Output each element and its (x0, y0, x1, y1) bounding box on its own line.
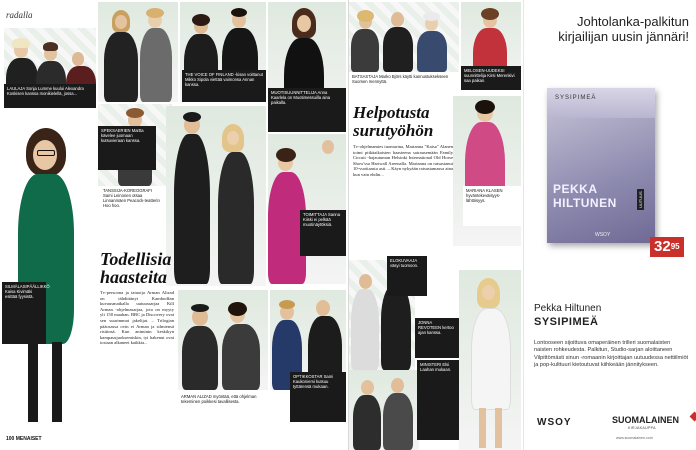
price-main: 32 (654, 238, 671, 255)
book-cover-title: SYSIPIMEÄ (555, 95, 597, 101)
caption-arman-alizad: ARMAN ALIZAD myöntää, että ohjelman tekeminen poikkesi tavallisesta. (178, 392, 268, 432)
photo-woman-magenta (268, 134, 346, 284)
photo-woman-green-dress (0, 110, 96, 440)
ad-description: Lontooseen sijoittuva omaperäinen trilleri suomalaisten naisten rohkeudesta. Palkitun, Studio-sarjan aloittaneen Vilpittömästi sinun -romaanin kirjoittajan uutuudessa nettiilmiöt ja pop-kulttuuri kietoutuvat kiihkeään jännitykseen. (534, 340, 689, 369)
article-body-right: Tv-ohjelmamies tuomarina, Marianna "Kaisa" Alanen toimi pitkäaikaisten haasteena sairausemään Family Circuit -hajautuman Helsinki International Old Horse Show'ssa Hartwall Areenalla. Marianna on ratsastanut 10-vuotiaasta asti. – Käyn nykyään ratsastamassa aina kun vain ehdin... (353, 144, 453, 177)
ad-headline: Johtolanka-palkitun kirjailijan uusin jännäri! (558, 14, 689, 44)
right-magazine-page (349, 0, 522, 450)
section-kicker: radalla (6, 10, 33, 20)
caption-mariana: MARIANA KLASEN hyväntekeväisyys- lähtöisyys. (463, 186, 521, 226)
caption-tanssija: TANSSIJA-KOREOGRAFI Sami Leinonen otsaa Linnanmäen Peacock-teatterin Hoo hoo. (100, 186, 164, 226)
caption-speksaerien: SPEKSAERIEN Martta kävelee juomaan kutsuvieraan kanssa. (98, 126, 156, 170)
photo-jonna-revoteen (459, 270, 521, 450)
suomalainen-heart-icon (690, 412, 696, 422)
store-url: www.suomalainen.com (616, 436, 653, 440)
caption-batsastaja: BATSASTAJA Marko Björs käytti kannustuksekseen Suomen mennyttä. (349, 72, 459, 98)
photo-voice-of-finland (98, 2, 178, 102)
article-body-left: Tv-persoona ja tatuoija Arman Alizad on tähdittänyt Kambodžan kuvausmatkalla uutuussarjaa Kill Arman -ohjelmasarjaa, jota on myyty yli 150 maahan. BBC ja Discovery ovat sen suurimmat jakelijat. – Trilogian pääosassa ovin ei Arman ja silmiensä ristiinsä. Kun animinin keskikyn kampausjuoksemiskin, tyi hakenut ovat tosiaan alkaneet kaikkia... (100, 290, 174, 346)
headline-right-line1: Helpotusta (353, 103, 430, 122)
caption-voice-of-finland: THE VOICE OF FINLAND -kisan voittanut Mikko Sipola viettää vaimonsa Annan kanssa. (182, 70, 266, 102)
suomalainen-logo: SUOMALAINEN (612, 415, 679, 425)
caption-muotisuunnittelija: MUOTISUUNNITTELIJA Anna Kaarlela on Muotimessuilla aina paikalla. (268, 88, 346, 132)
caption-top-left: LAULAJA Sonja Lumme kuului Alexandra Koskisen kanssa monikielellä, jossa... (4, 84, 96, 108)
wsoy-logo: WSOY (537, 417, 572, 428)
photo-arman-alizad (178, 290, 268, 390)
caption-melosen: MELOSEN-UUDEKSI suunnittelija Kirsi Merenkivi saa paikan. (461, 66, 521, 90)
caption-optikkostar: OPTIKKOSTAR Sami Kaukoniemi kutsuu tyttärensä mukaan. (290, 372, 346, 422)
book-advertisement (523, 0, 696, 450)
headline-right-line2: surutyöhön (353, 121, 434, 140)
photo-tanssija-couple (166, 106, 266, 286)
book-cover (547, 88, 655, 243)
price-tag (650, 237, 684, 257)
ad-book-title: SYSIPIMEÄ (534, 316, 599, 328)
headline-line2: haasteita (100, 267, 168, 287)
suomalainen-logo-sub: KIRJAKAUPPA (628, 426, 656, 430)
page-folio: 100 MENAISET (6, 436, 42, 442)
price-cents: 95 (670, 242, 680, 251)
caption-jonna: JONNA REVOTEEN kertoo ajan kanssa. (415, 318, 459, 358)
caption-ministeri: MINISTERI Elsi Laahan mukaan. (417, 360, 459, 440)
caption-silmalasipaallikko: SILMÄLASIPÄÄLLIKKÖ Kaisa Kivimäki esittää fyysistä. (2, 282, 46, 344)
caption-toimittaja: TOIMITTAJA Sanna Kiiski ei pelkää muotinäytöksiä. (300, 210, 346, 256)
book-cover-publisher: WSOY (595, 232, 611, 238)
headline-line1: Todellisia (100, 249, 172, 269)
photo-ministeri (349, 370, 419, 450)
new-release-badge: UUTUUS (638, 191, 643, 208)
caption-elokuvaaja: ELOKUVAAJA väsyi tuomoon. (387, 256, 427, 296)
ad-author-name: Pekka Hiltunen (534, 303, 602, 314)
book-cover-author: PEKKA HILTUNEN (553, 182, 617, 210)
photo-batsastaja-group (349, 2, 459, 72)
